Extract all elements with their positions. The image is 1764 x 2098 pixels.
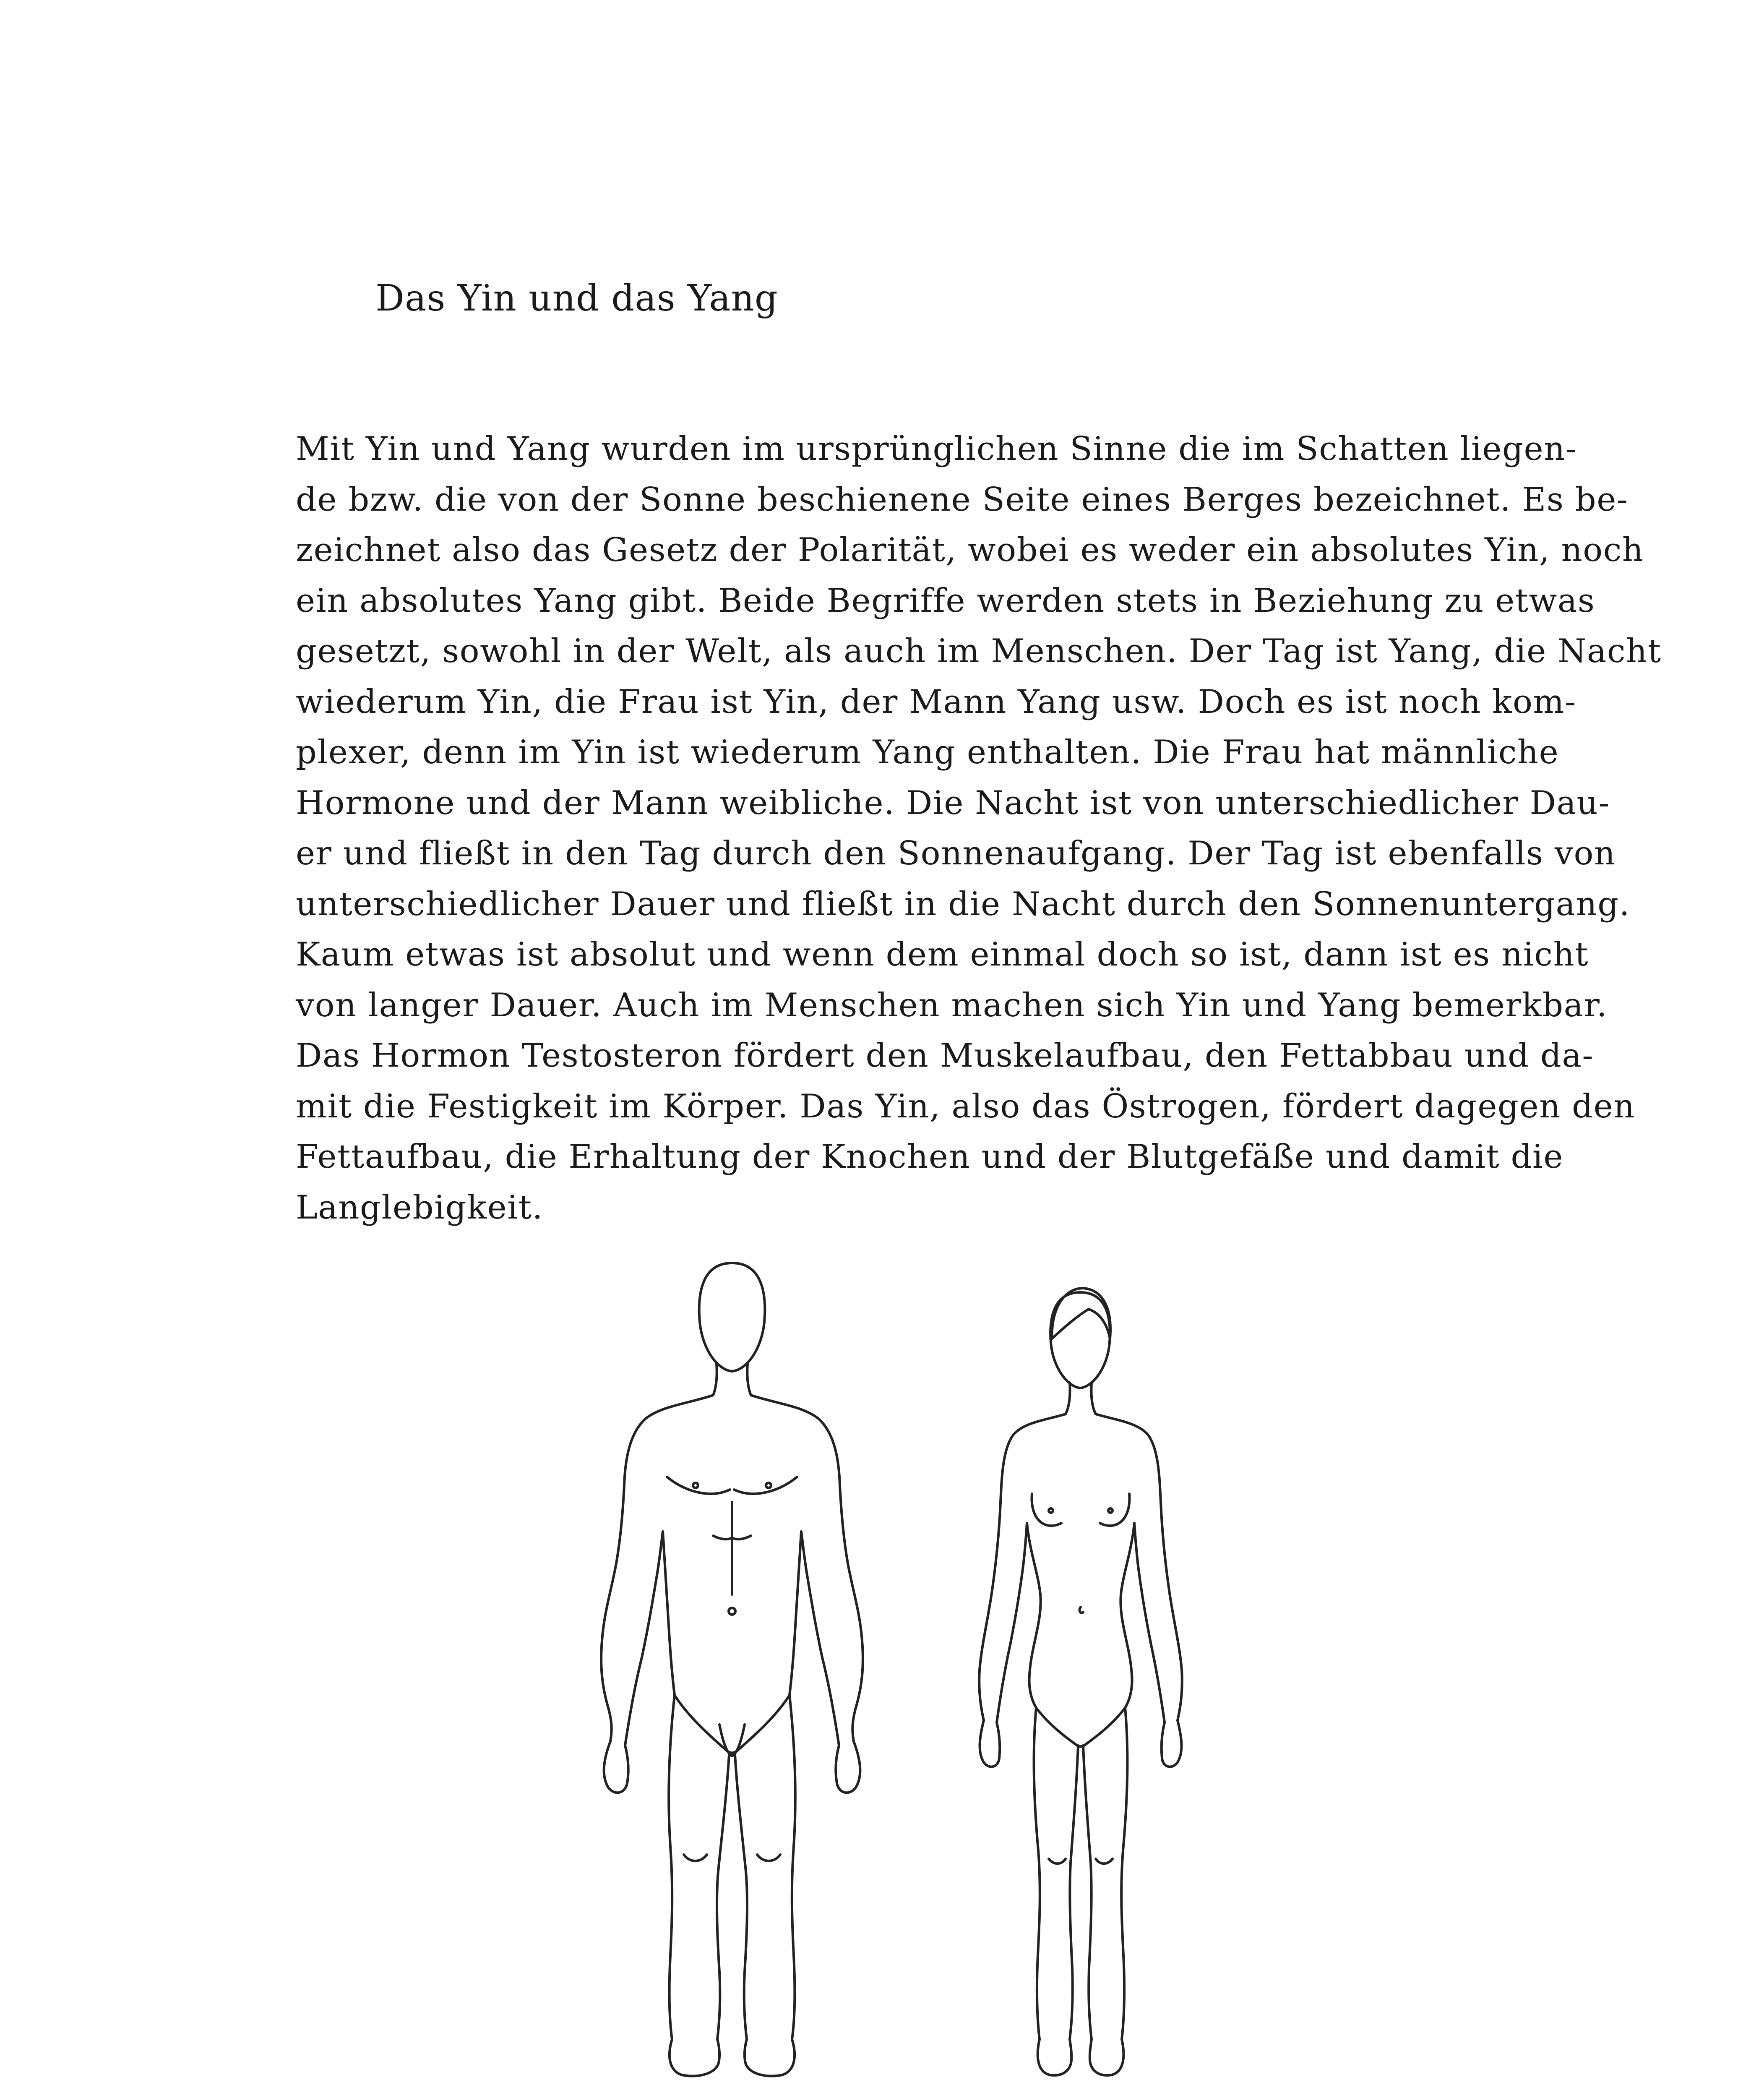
paragraph-line: Fettaufbau, die Erhaltung der Knochen und der Blutgefäße und damit die: [296, 1138, 1564, 1176]
paragraph-line: ein absolutes Yang gibt. Beide Begriffe werden stets in Beziehung zu etwas: [296, 582, 1595, 620]
paragraph-line: zeichnet also das Gesetz der Polarität, wobei es weder ein absolutes Yin, noch: [296, 531, 1644, 569]
paragraph-line: de bzw. die von der Sonne beschienene Seite eines Berges bezeichnet. Es be-: [296, 480, 1629, 519]
paragraph-line: Hormone und der Mann weibliche. Die Nacht ist von unterschiedlicher Dau-: [296, 784, 1610, 822]
paragraph-line: Das Hormon Testosteron fördert den Muskelaufbau, den Fettabbau und da-: [296, 1037, 1594, 1075]
paragraph-line: wiederum Yin, die Frau ist Yin, der Mann Yang usw. Doch es ist noch kom-: [296, 683, 1576, 721]
paragraph-line: unterschiedlicher Dauer und fließt in die Nacht durch den Sonnenuntergang.: [296, 885, 1630, 923]
paragraph-line: er und fließt in den Tag durch den Sonnenaufgang. Der Tag ist ebenfalls von: [296, 835, 1616, 872]
paragraph-line: plexer, denn im Yin ist wiederum Yang enthalten. Die Frau hat männliche: [296, 733, 1559, 771]
female-figure-icon: [979, 1288, 1182, 2075]
male-female-outline-figures: [562, 1242, 1242, 2098]
male-figure-icon: [601, 1263, 863, 2076]
section-heading: Das Yin und das Yang: [375, 277, 778, 319]
paragraph-line: gesetzt, sowohl in der Welt, als auch im Menschen. Der Tag ist Yang, die Nacht: [296, 632, 1662, 670]
paragraph-line: Kaum etwas ist absolut und wenn dem einmal doch so ist, dann ist es nicht: [296, 936, 1589, 973]
paragraph-line: Mit Yin und Yang wurden im ursprünglichen Sinne die im Schatten liegen-: [296, 430, 1577, 468]
body-paragraph: [296, 424, 1662, 1233]
paragraph-line: Langlebigkeit.: [296, 1188, 543, 1226]
paragraph-line: mit die Festigkeit im Körper. Das Yin, also das Östrogen, fördert dagegen den: [296, 1087, 1635, 1125]
paragraph-line: von langer Dauer. Auch im Menschen machen sich Yin und Yang bemerkbar.: [296, 986, 1608, 1024]
